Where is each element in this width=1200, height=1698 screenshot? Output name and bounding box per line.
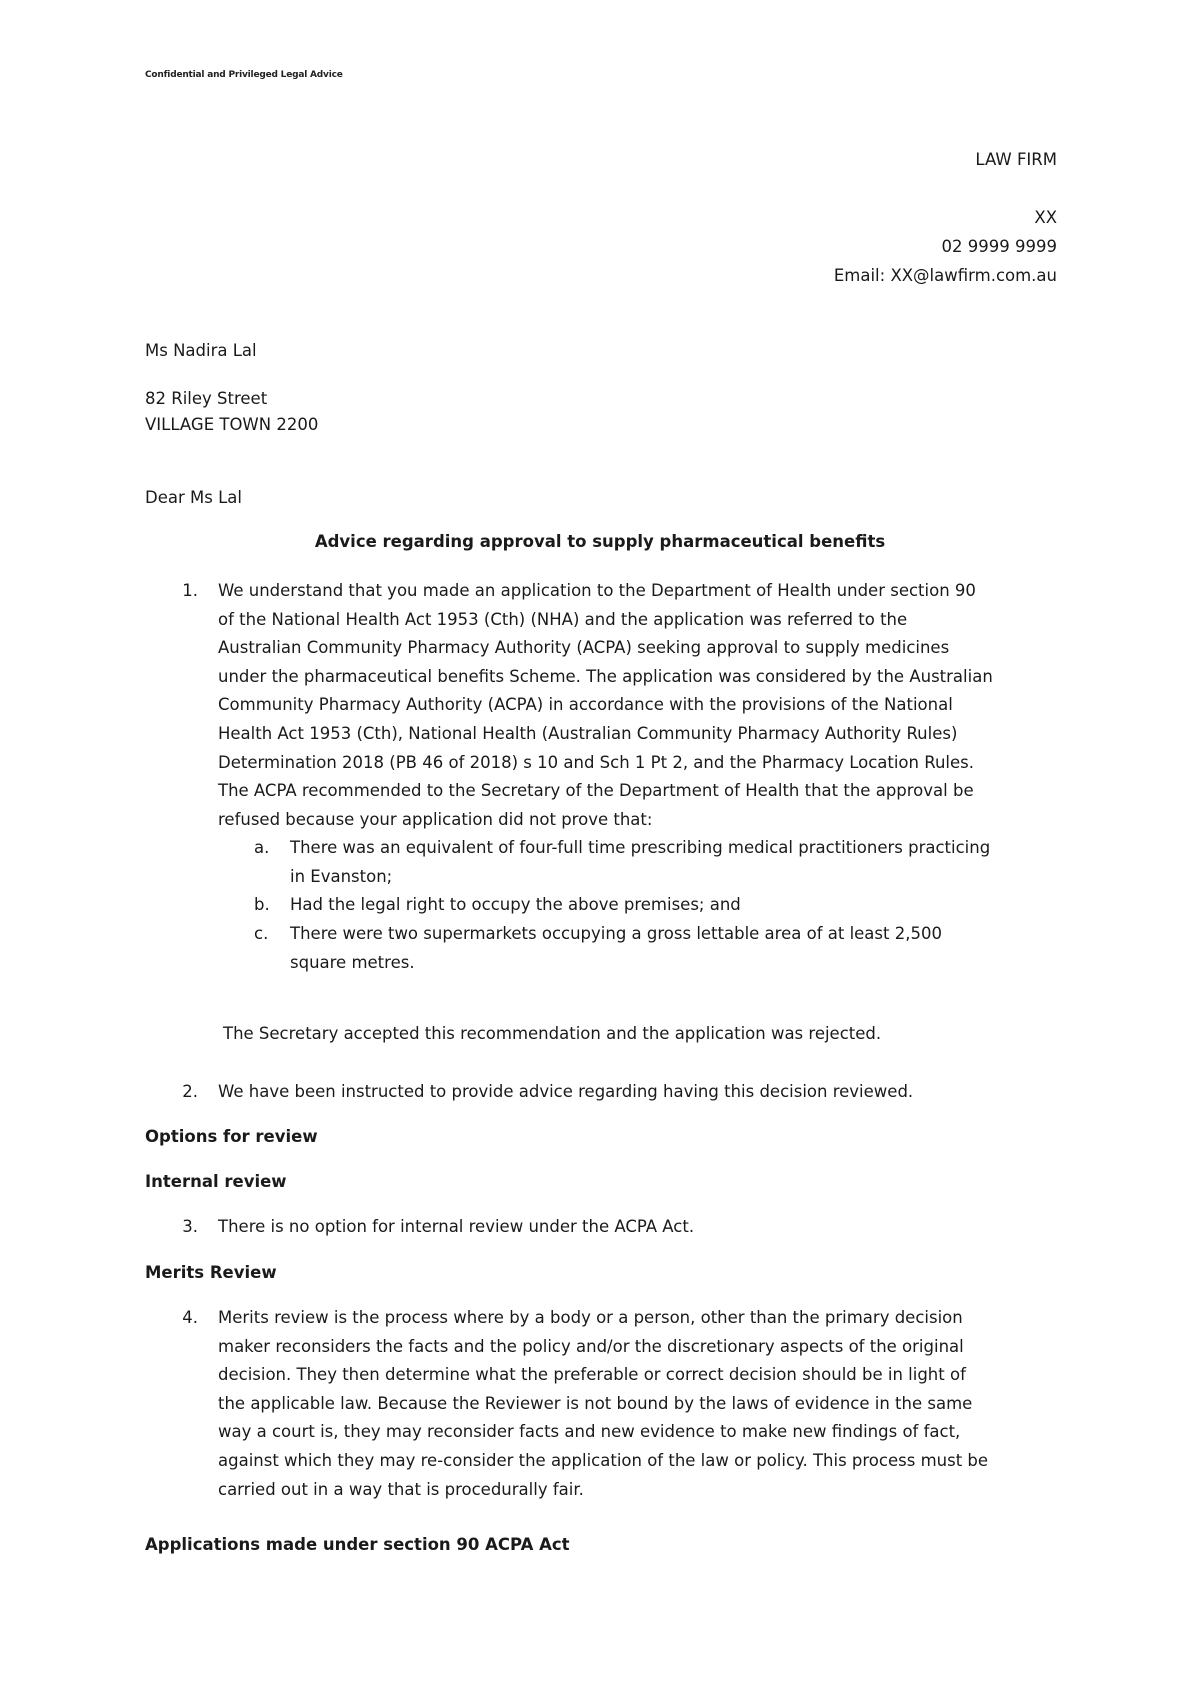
para1-closing: The Secretary accepted this recommendation and the application was rejected. bbox=[223, 1024, 882, 1043]
para4-body bbox=[218, 1304, 988, 1504]
sender-firm: LAW FIRM bbox=[975, 150, 1057, 169]
para4-line: maker reconsiders the facts and the policy and/or the discretionary aspects of the original bbox=[218, 1336, 964, 1356]
para4-line: way a court is, they may reconsider facts and new evidence to make new findings of fact, bbox=[218, 1422, 961, 1442]
para3-number: 3. bbox=[182, 1217, 198, 1236]
para1-line: of the National Health Act 1953 (Cth) (NHA) and the application was referred to the bbox=[218, 609, 908, 629]
heading-applications-section-90: Applications made under section 90 ACPA Act bbox=[145, 1535, 570, 1554]
para1-line: The ACPA recommended to the Secretary of the Department of Health that the approval be bbox=[218, 781, 974, 801]
para1-number: 1. bbox=[182, 581, 198, 600]
subitem-c-line: square metres. bbox=[290, 952, 415, 972]
recipient-name: Ms Nadira Lal bbox=[145, 341, 257, 360]
para3-text: There is no option for internal review under the ACPA Act. bbox=[218, 1217, 695, 1236]
recipient-street: 82 Riley Street bbox=[145, 389, 268, 408]
heading-internal-review: Internal review bbox=[145, 1172, 287, 1191]
heading-options-for-review: Options for review bbox=[145, 1127, 318, 1146]
sender-phone: 02 9999 9999 bbox=[941, 237, 1057, 256]
letter-title: Advice regarding approval to supply pharmaceutical benefits bbox=[314, 532, 886, 551]
sender-email: Email: XX@lawfirm.com.au bbox=[833, 266, 1057, 285]
subitem-b-letter: b. bbox=[254, 895, 270, 914]
salutation: Dear Ms Lal bbox=[145, 488, 242, 507]
subitem-a-letter: a. bbox=[254, 838, 270, 857]
confidential-header: Confidential and Privileged Legal Advice bbox=[145, 70, 343, 80]
para1-line: Determination 2018 (PB 46 of 2018) s 10 and Sch 1 Pt 2, and the Pharmacy Location Rules. bbox=[218, 752, 974, 772]
subitem-a bbox=[290, 834, 990, 891]
para4-line: the applicable law. Because the Reviewer is not bound by the laws of evidence in the same bbox=[218, 1393, 973, 1413]
para2-text: We have been instructed to provide advice regarding having this decision reviewed. bbox=[218, 1082, 914, 1101]
subitem-c-letter: c. bbox=[254, 924, 269, 943]
para1-line: refused because your application did not prove that: bbox=[218, 809, 653, 829]
para4-number: 4. bbox=[182, 1308, 198, 1327]
recipient-town: VILLAGE TOWN 2200 bbox=[145, 415, 319, 434]
para1-line: We understand that you made an application to the Department of Health under section 90 bbox=[218, 581, 976, 600]
heading-merits-review: Merits Review bbox=[145, 1263, 277, 1282]
subitem-c-line: There were two supermarkets occupying a gross lettable area of at least 2,500 bbox=[290, 924, 942, 943]
subitem-a-line: There was an equivalent of four-full time prescribing medical practitioners practicing bbox=[290, 838, 991, 857]
para2-number: 2. bbox=[182, 1082, 198, 1101]
subitem-a-line: in Evanston; bbox=[290, 866, 393, 886]
para4-line: against which they may re-consider the application of the law or policy. This process must be bbox=[218, 1450, 989, 1470]
sender-ref: XX bbox=[1034, 208, 1057, 227]
subitem-b-line: Had the legal right to occupy the above premises; and bbox=[290, 895, 741, 914]
subitem-b bbox=[290, 891, 741, 920]
para4-line: decision. They then determine what the preferable or correct decision should be in light of bbox=[218, 1365, 966, 1385]
para1-line: Community Pharmacy Authority (ACPA) in accordance with the provisions of the National bbox=[218, 695, 953, 715]
para1-body bbox=[218, 577, 993, 834]
subitem-c bbox=[290, 920, 942, 977]
para1-line: Health Act 1953 (Cth), National Health (Australian Community Pharmacy Authority Rules) bbox=[218, 723, 958, 743]
para1-line: Australian Community Pharmacy Authority (ACPA) seeking approval to supply medicines bbox=[218, 638, 950, 658]
para1-line: under the pharmaceutical benefits Scheme. The application was considered by the Australian bbox=[218, 666, 993, 686]
para4-line: carried out in a way that is procedurally fair. bbox=[218, 1479, 584, 1499]
para4-line: Merits review is the process where by a body or a person, other than the primary decision bbox=[218, 1308, 963, 1327]
